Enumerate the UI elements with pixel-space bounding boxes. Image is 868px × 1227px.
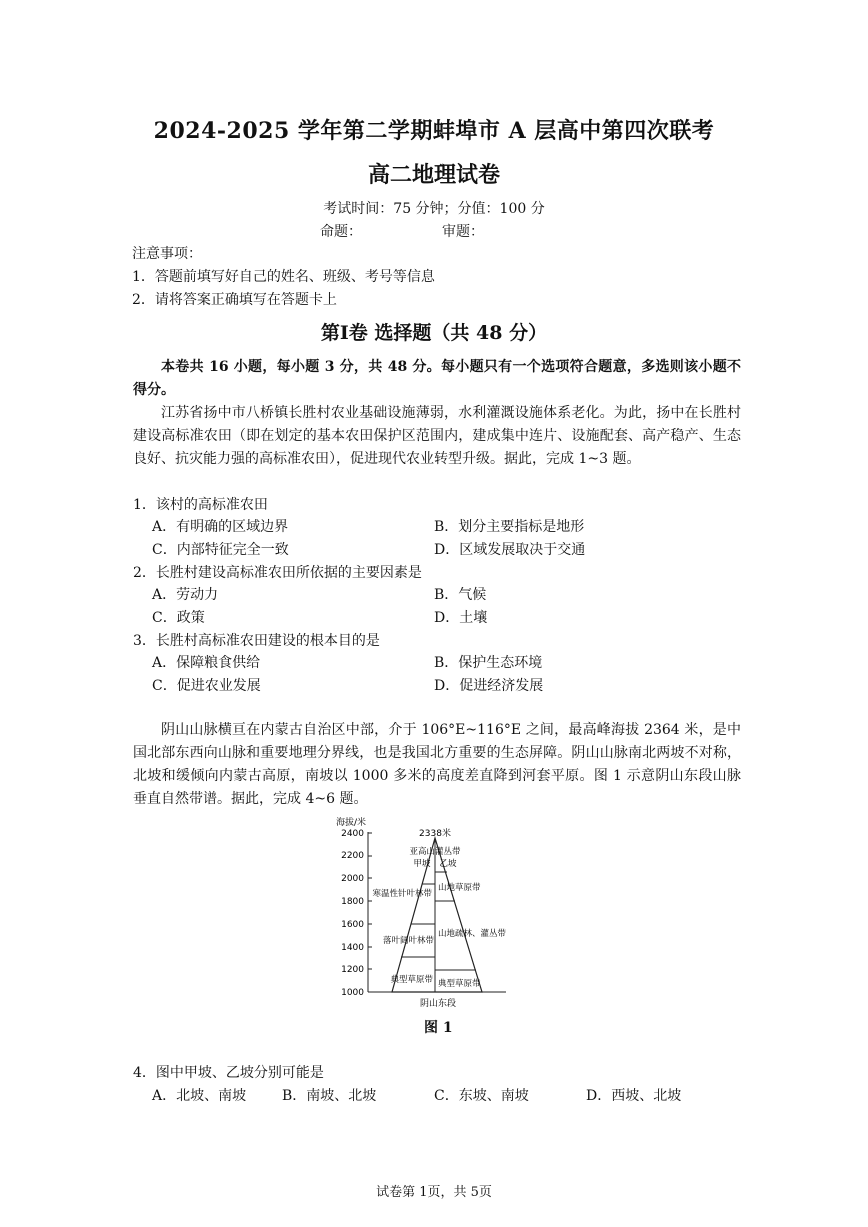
slope-right-label: 乙坡 bbox=[439, 859, 457, 869]
figure-caption: 图 1 bbox=[424, 1020, 453, 1036]
q1-option-d[interactable]: D．区域发展取决于交通 bbox=[434, 542, 586, 558]
x-axis-label: 阴山东段 bbox=[419, 999, 457, 1009]
section-instruction bbox=[133, 356, 741, 402]
belt-left-steppe: 典型草原带 bbox=[390, 975, 433, 985]
q3-option-d[interactable]: D．促进经济发展 bbox=[434, 678, 544, 694]
q2-option-d[interactable]: D．土壤 bbox=[434, 610, 488, 626]
section-title: 第Ⅰ卷 选择题（共 48 分） bbox=[320, 322, 548, 344]
belt-right-meadow: 山地草原带 bbox=[438, 883, 481, 893]
belt-left-conifer: 寒温性针叶林带 bbox=[372, 889, 432, 899]
exam-title: 2024-2025 学年第二学期蚌埠市 A 层高中第四次联考 bbox=[153, 118, 715, 144]
q1-option-b[interactable]: B．划分主要指标是地形 bbox=[434, 519, 585, 535]
note-item: 1．答题前填写好自己的姓名、班级、考号等信息 bbox=[132, 269, 435, 285]
q4-stem: 4．图中甲坡、乙坡分别可能是 bbox=[133, 1065, 324, 1081]
y-tick: 1400 bbox=[341, 943, 364, 953]
y-tick: 2000 bbox=[341, 874, 364, 884]
q1-option-a[interactable]: A．有明确的区域边界 bbox=[152, 519, 289, 535]
y-axis-label: 海拔/米 bbox=[336, 818, 367, 828]
y-tick: 2200 bbox=[341, 851, 364, 861]
mountain-profile bbox=[392, 838, 482, 992]
passage-2-text: 阴山山脉横亘在内蒙古自治区中部，介于 106°E~116°E 之间，最高峰海拔 2364 米，是中国北部东西向山脉和重要地理分界线，也是我国北方重要的生态屏障。阴山山脉南北两坡不对称，北坡和缓倾向内蒙古高原，南坡以 1000 多米的高度差直降到河套平原。图 1 示意阴山东段山脉垂直自然带谱。据此，完成 4~6 题。 bbox=[133, 722, 741, 807]
passage-2 bbox=[133, 719, 741, 811]
slope-left-label: 甲坡 bbox=[413, 859, 431, 869]
q4-option-b[interactable]: B．南坡、北坡 bbox=[282, 1088, 377, 1104]
passage-1 bbox=[133, 402, 741, 471]
q2-option-a[interactable]: A．劳动力 bbox=[152, 587, 219, 603]
vertical-belt-figure bbox=[334, 812, 514, 1012]
author-label: 命题： bbox=[320, 224, 362, 240]
reviewer-label: 审题： bbox=[442, 224, 484, 240]
belt-right-shrub: 山地疏林、灌丛带 bbox=[438, 929, 507, 939]
q4-option-a[interactable]: A．北坡、南坡 bbox=[152, 1088, 247, 1104]
instruction-text: 本卷共 16 小题，每小题 3 分，共 48 分。每小题只有一个选项符合题意，多选则该小题不得分。 bbox=[133, 359, 741, 398]
y-tick: 1600 bbox=[341, 920, 364, 930]
q1-stem: 1．该村的高标准农田 bbox=[133, 497, 268, 513]
q3-stem: 3．长胜村高标准农田建设的根本目的是 bbox=[133, 633, 380, 649]
q1-option-c[interactable]: C．内部特征完全一致 bbox=[152, 542, 289, 558]
note-item: 2．请将答案正确填写在答题卡上 bbox=[132, 292, 337, 308]
q2-stem: 2．长胜村建设高标准农田所依据的主要因素是 bbox=[133, 565, 422, 581]
q4-option-d[interactable]: D．西坡、北坡 bbox=[586, 1088, 682, 1104]
belt-right-steppe: 典型草原带 bbox=[438, 979, 481, 989]
passage-1-text: 江苏省扬中市八桥镇长胜村农业基础设施薄弱，水利灌溉设施体系老化。为此，扬中在长胜村建设高标准农田（即在划定的基本农田保护区范围内，建成集中连片、设施配套、高产稳产、生态良好、抗灾能力强的高标准农田），促进现代农业转型升级。据此，完成 1~3 题。 bbox=[133, 405, 741, 467]
q3-option-b[interactable]: B．保护生态环境 bbox=[434, 655, 543, 671]
y-tick: 2400 bbox=[341, 829, 364, 839]
exam-info: 考试时间：75 分钟；分值：100 分 bbox=[323, 201, 545, 217]
belt-top: 亚高山灌丛带 bbox=[409, 847, 461, 857]
y-tick: 1000 bbox=[341, 988, 364, 998]
y-tick: 1200 bbox=[341, 965, 364, 975]
q2-option-c[interactable]: C．政策 bbox=[152, 610, 205, 626]
q3-option-a[interactable]: A．保障粮食供给 bbox=[152, 655, 261, 671]
exam-subtitle: 高二地理试卷 bbox=[367, 162, 500, 188]
y-tick: 1800 bbox=[341, 897, 364, 907]
q4-option-c[interactable]: C．东坡、南坡 bbox=[434, 1088, 529, 1104]
y-ticks bbox=[341, 829, 364, 998]
q2-option-b[interactable]: B．气候 bbox=[434, 587, 487, 603]
notes-heading: 注意事项： bbox=[132, 246, 202, 262]
belt-left-mixed: 落叶阔叶林带 bbox=[382, 936, 434, 946]
page-footer: 试卷第 1页，共 5页 bbox=[376, 1185, 492, 1200]
q3-option-c[interactable]: C．促进农业发展 bbox=[152, 678, 261, 694]
peak-label: 2338米 bbox=[419, 829, 451, 839]
